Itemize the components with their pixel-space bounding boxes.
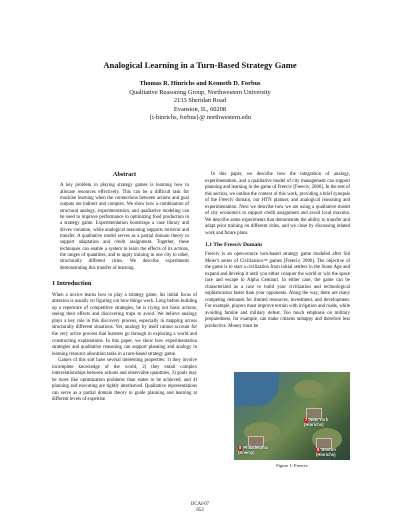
right-column xyxy=(205,172,350,331)
intro-paragraph-2: Games of this sort have several interesting properties: 1) they involve incomplete knowledge of the world, 2) they entail complex interrelationships between actions and observable quantities, 3) goals may be more like optimization problems than states to be achieved, and 4) planning and executing are tightly interleaved. Qualitative representations can serve as a partial domain theory to guide planning and learning at different levels of expertise. xyxy=(52,358,197,403)
author-block xyxy=(0,80,400,123)
abstract-text: A key problem in playing strategy games is learning how to allocate resources effectively. This can be a difficult task for machine learning when the connections between actions and goal outputs are indirect and complex. We show how a combination of structural analogy, experimentation, and qualitative modeling can be used to improve performance in optimizing food production in a strategy game. Experimentation bootstraps a case library and drives variation, while analogical reasoning supports retrieval and transfer. A qualitative model serves as a partial domain theory to support adaptation and credit assignment. Together, these techniques can enable a system to learn the effects of its actions, the ranges of quantities, and to apply training in one city to other, structurally different cities. We describe experiments demonstrating this transfer of learning. xyxy=(60,183,189,271)
abstract-heading: Abstract xyxy=(112,171,137,178)
figure-caption: Figure 1: Freeciv xyxy=(276,463,308,468)
city-owner: (Hinrichs) xyxy=(304,421,324,427)
city-label-boston xyxy=(316,448,336,457)
city-label-philadelphia xyxy=(238,446,268,455)
author-names: Thomas R. Hinrichs and Kenneth D. Forbus xyxy=(139,80,261,87)
city-owner: (Hinrichs) xyxy=(316,451,336,457)
address-line-1: 2133 Sheridan Road xyxy=(173,97,227,105)
subsection-heading-freeciv: 1.1 The Freeciv Domain xyxy=(205,242,262,249)
affiliation: Qualitative Reasoning Group, Northwestern University xyxy=(129,88,271,96)
left-column xyxy=(52,172,197,404)
sea-area xyxy=(234,372,279,406)
city-name: Boston xyxy=(321,447,336,452)
author-email: {t-hinrichs, forbus}@ northwestern.edu xyxy=(149,114,251,122)
city-name: Philadelphia xyxy=(243,445,269,450)
page-footer xyxy=(0,502,400,514)
city-size-badge: 7 xyxy=(305,417,308,422)
abstract-section xyxy=(52,172,197,272)
paper-title: Analogical Learning in a Turn-Based Strategy Game xyxy=(103,60,297,70)
city-size-badge: 6 xyxy=(317,447,320,452)
venue-label: IJCAI-07 xyxy=(190,502,210,507)
city-size-badge: 8 xyxy=(239,445,242,450)
intro-paragraph-1: When a novice learns how to play a strategy game, his initial focus of attention is usually on figuring out how things work. Long before building up a repertoire of competitive strategies, he is trying out basic actions, seeing their effects and discovering traps to avoid. We believe analogy plays a key role in this discovery process, especially in mapping across structurally different situations. Yet, analogy by itself cannot account for the very active process that learners go through in exploring a world and constructing explanations. In this paper, we show how experimentation strategies and qualitative reasoning can support planning and analogy in learning resource allocation tasks in a turn-based strategy game. xyxy=(52,292,197,357)
intro-paragraph-3: In this paper, we describe how the integration of analogy, experimentation, and a qualitative model of city management can support planning and learning in the game of Freeciv [Freeciv, 2006]. In the rest of this section, we outline the context of this work, providing a brief synopsis of the Freeciv domain, our HTN planner, and analogical reasoning and experimentation. Next we describe how we are using a qualitative model of city economics to support credit assignment and avoid local maxima. We describe some experiments that demonstrate the ability to transfer and adapt prior training on different cities, and we close by discussing related work and future plans. xyxy=(205,172,350,236)
section-heading-introduction: 1 Introduction xyxy=(52,280,92,288)
freeciv-screenshot-figure xyxy=(234,372,350,460)
city-name: New York xyxy=(309,417,329,422)
freeciv-paragraph: Freeciv is an open-source turn-based strategy game modeled after Sid Meier's series of Civilization™ games [Freeciv, 2006]. The objective of the game is to start a civilization from initial settlers in the Stone Age and expand and develop it until you either conquer the world or win the space race and escape to Alpha Centauri. In either case, the game can be characterized as a race to build your civilization and technological sophistication faster than your opponents. Along the way, there are many competing demands for limited resources, investment, and development. For example, players must improve terrain with irrigation and roads, while avoiding famine and military defeat. Too much emphasis on military preparedness, for example, can make citizens unhappy and therefore less productive. Money must be xyxy=(205,252,350,330)
city-owner: (Enemy) xyxy=(238,449,255,455)
page-number: 853 xyxy=(196,508,204,513)
hill xyxy=(294,380,324,398)
city-label-new-york xyxy=(304,418,328,427)
address-line-2: Evanston, IL, 60208 xyxy=(173,105,227,113)
